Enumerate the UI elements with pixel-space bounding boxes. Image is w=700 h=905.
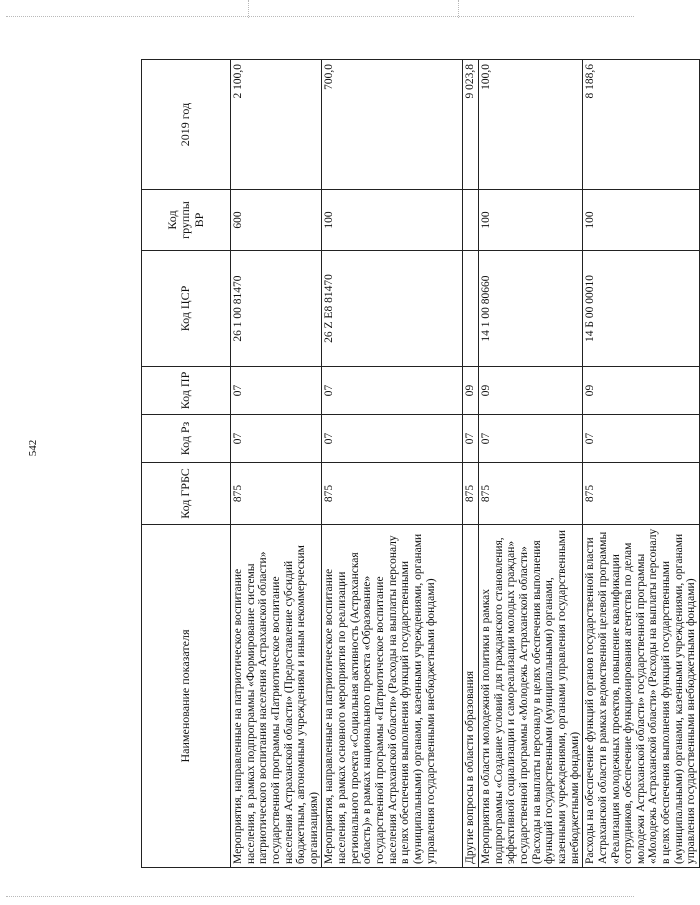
cell-grbs: 875 bbox=[463, 463, 479, 525]
cell-pr: 09 bbox=[463, 367, 479, 415]
table-row bbox=[583, 60, 700, 868]
cell-vr bbox=[463, 190, 479, 251]
cell-grbs: 875 bbox=[583, 463, 700, 525]
header-sum: 2019 год bbox=[142, 60, 231, 190]
header-pr: Код ПР bbox=[142, 367, 231, 415]
cell-grbs: 875 bbox=[479, 463, 583, 525]
cell-rz: 07 bbox=[479, 415, 583, 463]
cell-pr: 07 bbox=[231, 367, 322, 415]
cell-rz: 07 bbox=[583, 415, 700, 463]
page-number: 542 bbox=[27, 439, 39, 457]
table-row bbox=[231, 60, 322, 868]
cell-rz: 07 bbox=[322, 415, 463, 463]
cell-vr: 600 bbox=[231, 190, 322, 251]
scan-edge-top bbox=[6, 16, 634, 17]
cell-rz: 07 bbox=[463, 415, 479, 463]
cell-sum: 2 100,0 bbox=[231, 60, 322, 190]
scan-mark-left bbox=[248, 0, 249, 18]
cell-pr: 09 bbox=[479, 367, 583, 415]
header-name: Наименование показателя bbox=[142, 525, 231, 868]
cell-csr: 26 1 00 81470 bbox=[231, 251, 322, 367]
cell-name: Мероприятия, направленные на патриотическое воспитание населения, в рамках основного мероприятия по реализации регионального проекта «Социальная активность (Астраханская область)» в рамках национального проекта «Образование» государственной программы «Патриотическое воспитание населения Астраханской области» (Расходы на выплаты персоналу в целях обеспечения выполнения функций государственными (муниципальными) органами, казенными учреждениями, органами управления государственными внебюджетными фондами) bbox=[322, 525, 463, 868]
cell-sum: 100,0 bbox=[479, 60, 583, 190]
header-csr: Код ЦСР bbox=[142, 251, 231, 367]
cell-pr: 09 bbox=[583, 367, 700, 415]
table-header-row bbox=[142, 60, 231, 868]
cell-vr: 100 bbox=[322, 190, 463, 251]
cell-name: Расходы на обеспечение функций органов государственной власти Астраханской области в рамках ведомственной целевой программы «Реализация молодежных проектов, повышение квалификации сотрудников, обеспечение функционирования агентства по делам молодежи Астраханской области» государственной программы «Молодежь Астраханской области» (Расходы на выплаты персоналу в целях обеспечения выполнения функций государственными (муниципальными) органами, казенными учреждениями, органами управления государственными внебюджетными фондами) bbox=[583, 525, 700, 868]
cell-grbs: 875 bbox=[322, 463, 463, 525]
budget-table-rotated bbox=[141, 60, 698, 868]
table-row bbox=[463, 60, 479, 868]
cell-pr: 07 bbox=[322, 367, 463, 415]
header-vr: Код группы ВР bbox=[142, 190, 231, 251]
scan-mark-right bbox=[458, 0, 459, 18]
cell-sum: 700,0 bbox=[322, 60, 463, 190]
cell-name: Мероприятия в области молодежной политики в рамках подпрограммы «Создание условий для гражданского становления, эффективной социализации и самореализации молодых граждан» государственной программы «Молодежь Астраханской области» (Расходы на выплаты персоналу в целях обеспечения выполнения функций государственными (муниципальными) органами, казенными учреждениями, органами управления государственными внебюджетными фондами) bbox=[479, 525, 583, 868]
cell-grbs: 875 bbox=[231, 463, 322, 525]
cell-csr: 14 1 00 80660 bbox=[479, 251, 583, 367]
table-row bbox=[479, 60, 583, 868]
header-rz: Код Рз bbox=[142, 415, 231, 463]
cell-rz: 07 bbox=[231, 415, 322, 463]
cell-csr: 26 Z E8 81470 bbox=[322, 251, 463, 367]
cell-csr bbox=[463, 251, 479, 367]
cell-sum: 9 023,8 bbox=[463, 60, 479, 190]
cell-name: Другие вопросы в области образования bbox=[463, 525, 479, 868]
budget-table bbox=[141, 59, 700, 868]
cell-name: Мероприятия, направленные на патриотическое воспитание населения, в рамках подпрограммы «Формирование системы патриотического воспитания населения Астраханской области» государственной программы «Патриотическое воспитание населения Астраханской области» (Предоставление субсидий бюджетным, автономным учреждениям и иным некоммерческим организациям) bbox=[231, 525, 322, 868]
cell-vr: 100 bbox=[479, 190, 583, 251]
cell-sum: 8 188,6 bbox=[583, 60, 700, 190]
table-row bbox=[322, 60, 463, 868]
cell-vr: 100 bbox=[583, 190, 700, 251]
cell-csr: 14 Б 00 00010 bbox=[583, 251, 700, 367]
header-grbs: Код ГРБС bbox=[142, 463, 231, 525]
scan-edge-bottom bbox=[6, 896, 634, 897]
